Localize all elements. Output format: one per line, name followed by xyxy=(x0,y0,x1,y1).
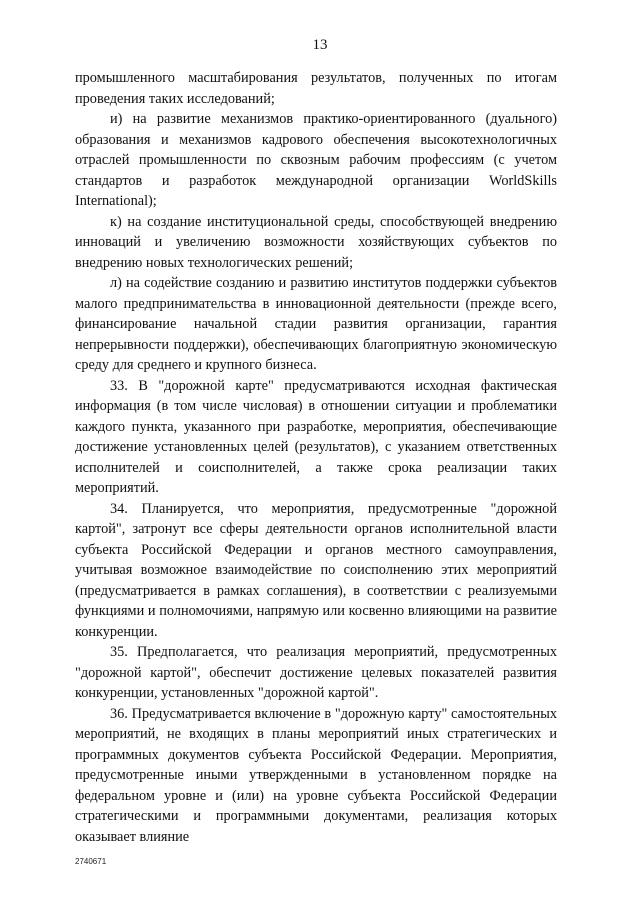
paragraph-33: 33. В "дорожной карте" предусматриваются исходная фактическая информация (в том числе числовая) в отношении ситуации и проблематики каждого пункта, указанного при разработке, мероприятия, обеспечивающие достижение установленных целей (результатов), с указанием ответственных исполнителей и соисполнителей, а также срока реализации таких мероприятий. xyxy=(75,377,557,496)
document-body xyxy=(75,68,557,847)
document-code: 2740671 xyxy=(75,857,107,866)
paragraph-item-i: и) на развитие механизмов практико-ориентированного (дуального) образования и механизмов кадрового обеспечения высокотехнологичных отраслей промышленности по сквозным рабочим профессиям (с учетом стандартов и разработок международной организации WorldSkills International); xyxy=(75,111,557,209)
paragraph-35: 35. Предполагается, что реализация мероприятий, предусмотренных "дорожной картой", обеспечит достижение целевых показателей развития конкуренции, установленных "дорожной картой". xyxy=(75,644,557,701)
page-number: 13 xyxy=(312,37,328,53)
paragraph-item-l: л) на содействие созданию и развитию институтов поддержки субъектов малого предпринимательства в инновационной деятельности (прежде всего, финансирование начальной стадии развития организации, гарантия непрерывности поддержки), обеспечивающих благоприятную экономическую среду для среднего и крупного бизнеса. xyxy=(75,275,557,373)
paragraph-36: 36. Предусматривается включение в "дорожную карту" самостоятельных мероприятий, не входящих в планы мероприятий иных стратегических и программных документов субъекта Российской Федерации. Мероприятия, предусмотренные иными утвержденными в установленном порядке на федеральном уровне и (или) на уровне субъекта Российской Федерации стратегическими и программными документами, реализация которых оказывает влияние xyxy=(75,705,557,845)
paragraph-34: 34. Планируется, что мероприятия, предусмотренные "дорожной картой", затронут все сферы деятельности органов исполнительной власти субъекта Российской Федерации и органов местного самоуправления, учитывая возможное взаимодействие по соисполнению этих мероприятий (предусматривается в рамках соглашения), в соответствии с реализуемыми функциями и полномочиями, напрямую или косвенно влияющими на развитие конкуренции. xyxy=(75,500,557,640)
paragraph-item-k: к) на создание институциональной среды, способствующей внедрению инноваций и увеличению возможности хозяйствующих субъектов по внедрению новых технологических решений; xyxy=(75,213,557,271)
paragraph-continuation: промышленного масштабирования результатов, полученных по итогам проведения таких исследований; xyxy=(75,70,557,107)
